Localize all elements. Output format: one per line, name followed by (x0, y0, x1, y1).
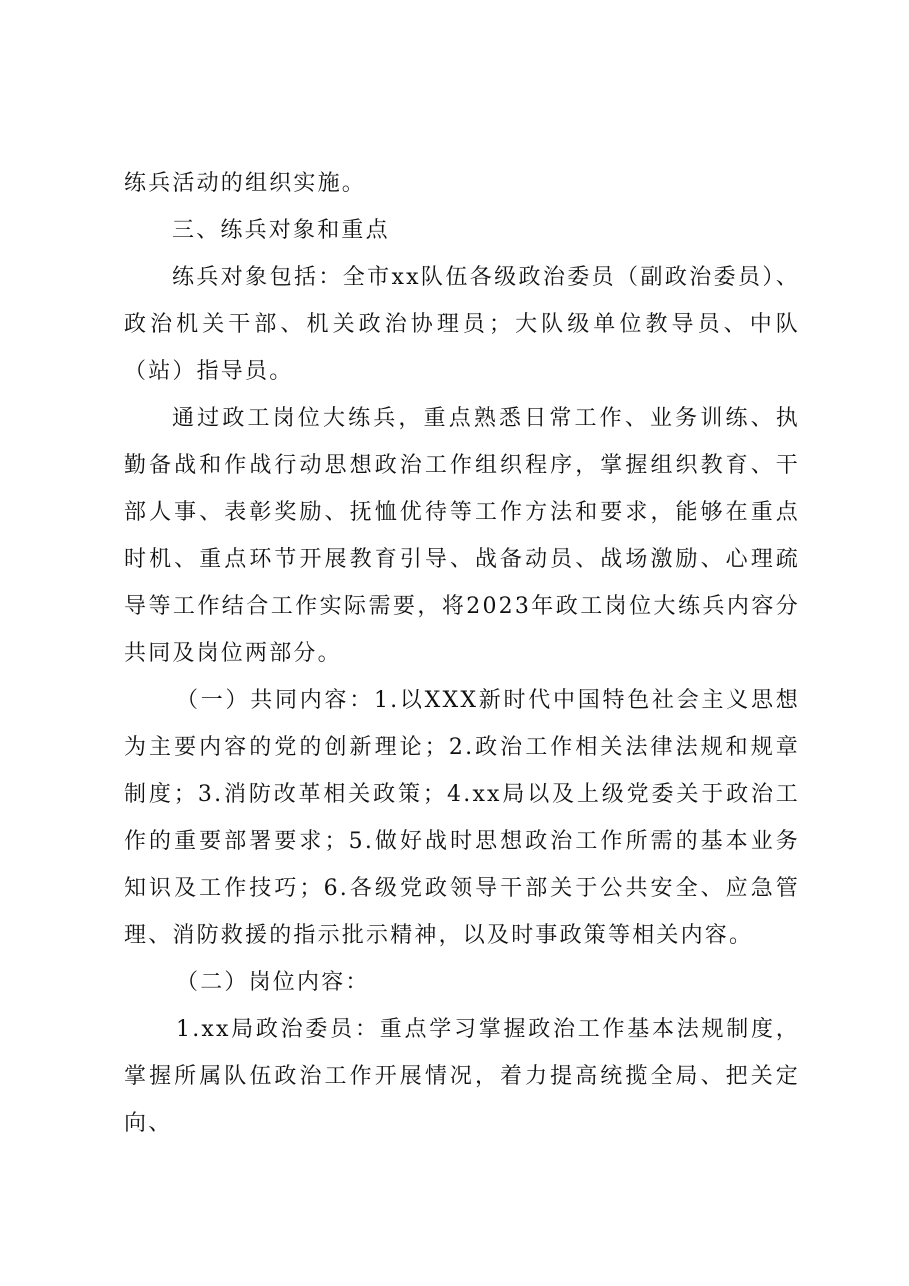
document-body (124, 160, 800, 1147)
paragraph-training-targets: 练兵对象包括：全市xx队伍各级政治委员（副政治委员）、政治机关干部、机关政治协理员；大队级单位教导员、中队（站）指导员。 (124, 265, 800, 384)
paragraph-training-focus: 通过政工岗位大练兵，重点熟悉日常工作、业务训练、执勤备战和作战行动思想政治工作组织程序，掌握组织教育、干部人事、表彰奖励、抚恤优待等工作方法和要求，能够在重点时机、重点环节开展教育引导、战备动员、战场激励、心理疏导等工作结合工作实际需要，将2023年政工岗位大练兵内容分共同及岗位两部分。 (124, 406, 800, 666)
subheading-position-content: （二）岗位内容： (176, 970, 370, 995)
paragraph-continuation: 练兵活动的组织实施。 (124, 171, 367, 196)
paragraph-political-commissar: 1.xx局政治委员：重点学习掌握政治工作基本法规制度，掌握所属队伍政治工作开展情况，着力提高统揽全局、把关定向、 (124, 1017, 800, 1136)
section-heading: 三、练兵对象和重点 (172, 218, 390, 243)
paragraph-common-content: （一）共同内容：1.以XXX新时代中国特色社会主义思想为主要内容的党的创新理论；2.政治工作相关法律法规和规章制度；3.消防改革相关政策；4.xx局以及上级党委关于政治工作的重要部署要求；5.做好战时思想政治工作所需的基本业务知识及工作技巧；6.各级党政领导干部关于公共安全、应急管理、消防救援的指示批示精神，以及时事政策等相关内容。 (124, 688, 800, 948)
